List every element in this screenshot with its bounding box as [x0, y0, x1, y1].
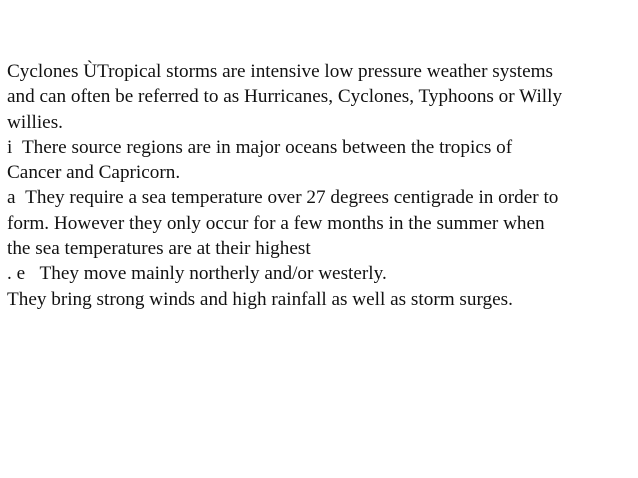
text-line: [7, 236, 635, 261]
text-line: [7, 185, 635, 210]
text-line: [7, 84, 635, 109]
line-text: and can often be referred to as Hurricanes, Cyclones, Typhoons or Willy: [7, 86, 563, 108]
line-text: They move mainly northerly and/or westerly.: [39, 263, 387, 285]
line-text: the sea temperatures are at their highest: [7, 238, 311, 260]
line-text: They bring strong winds and high rainfall as well as storm surges.: [7, 288, 513, 310]
line-text: There source regions are in major oceans between the tropics of: [21, 136, 513, 158]
line-text: Cancer and Capricorn.: [7, 162, 181, 184]
line-text: form. However they only occur for a few months in the summer when: [7, 212, 545, 234]
text-line: [7, 160, 635, 185]
text-line: [7, 135, 635, 160]
bullet-marker: . e: [7, 263, 26, 285]
line-text: They require a sea temperature over 27 degrees centigrade in order to: [25, 187, 559, 209]
text-line: [7, 211, 635, 236]
line-text: Cyclones ÙTropical storms are intensive low pressure weather systems: [7, 61, 554, 82]
bullet-marker: i: [7, 136, 13, 158]
text-line: [7, 59, 635, 84]
slide-body-text: [7, 59, 635, 312]
bullet-marker: a: [7, 187, 16, 209]
text-line: [7, 110, 635, 135]
text-line: [7, 261, 635, 286]
line-text: willies.: [7, 111, 63, 133]
text-line: [7, 287, 635, 312]
